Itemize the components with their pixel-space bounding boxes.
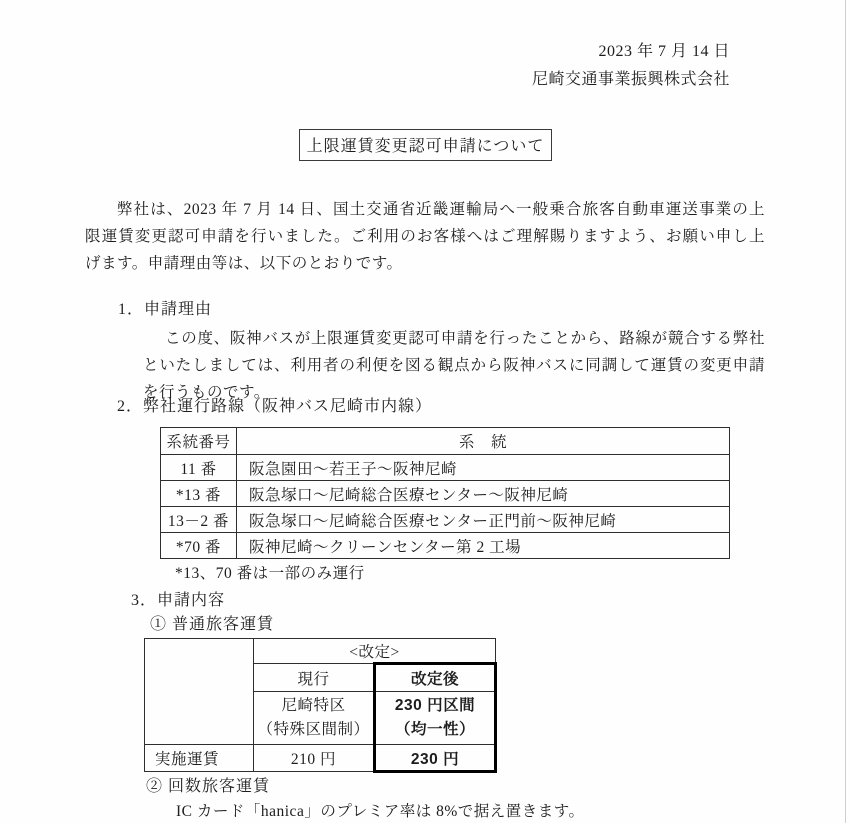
route-name-cell: 阪急塚口～尼崎総合医療センター～阪神尼崎 bbox=[237, 481, 730, 507]
route-table-header-no: 系統番号 bbox=[161, 428, 237, 455]
intro-line: 限運賃変更認可申請を行いました。ご利用のお客様へはご理解賜りますよう、お願い申し上 bbox=[85, 228, 765, 245]
fare-amount-row bbox=[145, 745, 496, 772]
table-row bbox=[161, 507, 730, 533]
route-table-header-row bbox=[161, 428, 730, 455]
fare-header-row bbox=[145, 639, 496, 664]
fare-revised-amount: 230 円 bbox=[375, 745, 496, 772]
table-row bbox=[161, 455, 730, 481]
route-name-cell: 阪急塚口～尼崎総合医療センター正門前～阪神尼崎 bbox=[237, 507, 730, 533]
fare-current-zone-line2: （特殊区間制） bbox=[257, 721, 370, 738]
intro-line: 弊社は、2023 年 7 月 14 日、国土交通省近畿運輸局へ一般乗合旅客自動車運送事業の上 bbox=[117, 201, 765, 218]
fare-empty-cell bbox=[145, 639, 254, 745]
route-name-cell: 阪急園田～若王子～阪神尼崎 bbox=[237, 455, 730, 481]
fare-kaitei-header: <改定> bbox=[254, 639, 496, 664]
fare-revised-zone-line2: （均一性） bbox=[394, 721, 475, 738]
fare-revised-zone-cell bbox=[375, 692, 496, 745]
section3-heading: 3．申請内容 bbox=[131, 592, 226, 609]
route-no-cell: 11 番 bbox=[161, 455, 237, 481]
company-name: 尼崎交通事業振興株式会社 bbox=[531, 71, 730, 88]
section1-line: を行うものです。 bbox=[143, 384, 270, 401]
route-no-cell: *13 番 bbox=[161, 481, 237, 507]
route-table-header-route: 系 統 bbox=[237, 428, 730, 455]
table-row bbox=[161, 481, 730, 507]
fare-revised-header: 改定後 bbox=[375, 664, 496, 692]
fare-current-amount: 210 円 bbox=[254, 745, 375, 772]
fare-current-zone-line1: 尼崎特区 bbox=[281, 697, 346, 714]
route-name-cell: 阪神尼崎～クリーンセンター第 2 工場 bbox=[237, 533, 730, 559]
ic-card-note: IC カード「hanica」のプレミア率は 8%で据え置きます。 bbox=[176, 803, 585, 820]
section3-sub2-label: ② 回数旅客運賃 bbox=[146, 778, 271, 795]
title-container bbox=[0, 129, 851, 161]
fare-table bbox=[144, 638, 497, 773]
document-title: 上限運賃変更認可申請について bbox=[299, 129, 553, 161]
table-row bbox=[161, 533, 730, 559]
document-date: 2023 年 7 月 14 日 bbox=[598, 43, 730, 60]
section1-heading: 1．申請理由 bbox=[118, 301, 213, 318]
scan-edge-line bbox=[845, 0, 846, 823]
section2-heading: 2．弊社運行路線（阪神バス尼崎市内線） bbox=[117, 398, 433, 415]
route-table-note: *13、70 番は一部のみ運行 bbox=[175, 565, 365, 582]
route-table bbox=[160, 427, 730, 559]
section1-body bbox=[143, 325, 765, 406]
intro-line: げます。申請理由等は、以下のとおりです。 bbox=[85, 255, 403, 272]
fare-current-zone-cell bbox=[254, 692, 375, 745]
fare-current-header: 現行 bbox=[254, 664, 375, 692]
route-no-cell: 13－2 番 bbox=[161, 507, 237, 533]
section3-sub1-label: ① 普通旅客運賃 bbox=[150, 616, 275, 633]
fare-row-label: 実施運賃 bbox=[145, 745, 254, 772]
section1-line: この度、阪神バスが上限運賃変更認可申請を行ったことから、路線が競合する弊社 bbox=[165, 330, 765, 347]
intro-paragraph bbox=[85, 196, 765, 277]
fare-revised-zone-line1: 230 円区間 bbox=[394, 697, 476, 714]
section1-line: といたしましては、利用者の利便を図る観点から阪神バスに同調して運賃の変更申請 bbox=[143, 357, 765, 374]
route-no-cell: *70 番 bbox=[161, 533, 237, 559]
